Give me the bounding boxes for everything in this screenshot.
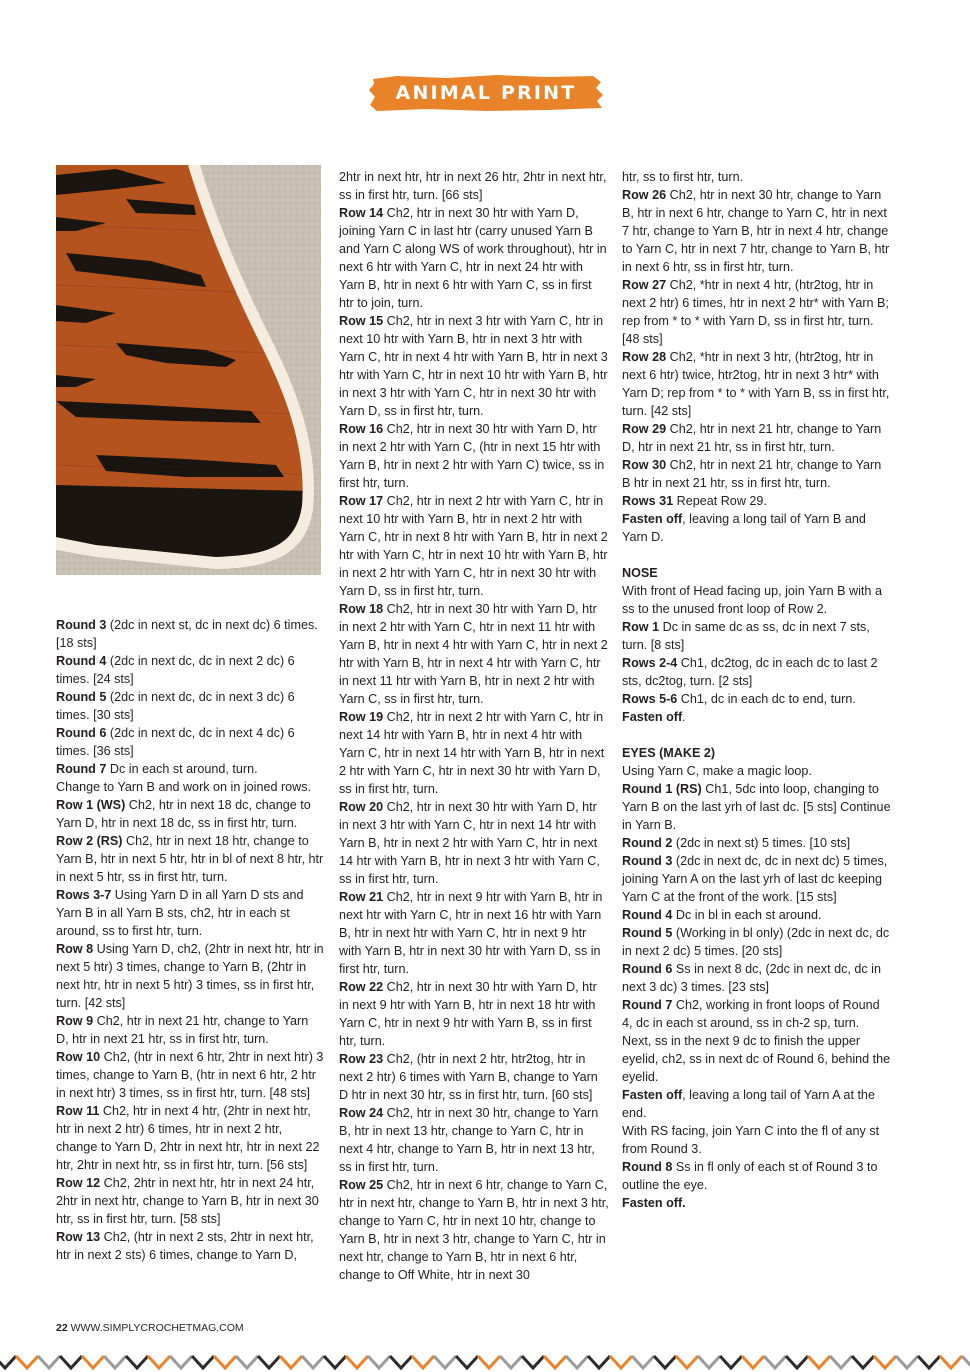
zigzag-segment xyxy=(258,1356,280,1368)
step-label: Rows 3-7 xyxy=(56,888,112,902)
instruction-line xyxy=(622,1086,892,1122)
zigzag-segment xyxy=(280,1356,302,1368)
pattern-column-1 xyxy=(56,616,324,1264)
zigzag-segment xyxy=(852,1356,874,1368)
step-label: Round 2 xyxy=(622,836,673,850)
step-text: Ch2, htr in next 2 htr with Yarn C, htr in next 14 htr with Yarn B, htr in next 4 htr with Yarn C, htr in next 14 htr with Yarn B, htr in next 2 htr with Yarn C, htr in next 30 htr with Yarn D, ss in first htr, turn. xyxy=(339,710,605,796)
step-label: Row 14 xyxy=(339,206,384,220)
instruction-line xyxy=(339,492,609,600)
step-text: Ch2, htr in next 2 htr with Yarn C, htr in next 10 htr with Yarn B, htr in next 2 htr with Yarn C, htr in next 8 htr with Yarn B, htr in next 2 htr with Yarn C, htr in next 10 htr with Yarn B, htr in next 2 htr with Yarn C, htr in next 30 htr with Yarn D, ss in first htr, turn. xyxy=(339,494,608,598)
step-label: Row 19 xyxy=(339,710,384,724)
instruction-line xyxy=(622,186,892,276)
zigzag-segment xyxy=(764,1356,786,1368)
step-text: (Working in bl only) (2dc in next dc, dc in next 2 dc) 5 times. [20 sts] xyxy=(622,926,890,958)
step-text: Ch2, htr in next 30 htr, change to Yarn B, htr in next 6 htr, change to Yarn C, htr in next 7 htr, change to Yarn B, htr in next 4 htr, change to Yarn C, htr in next 7 htr, change to Yarn B, htr in next 6 htr, ss in first htr, turn. xyxy=(622,188,890,274)
step-text: Ss in next 8 dc, (2dc in next dc, dc in next 3 dc) 3 times. [23 sts] xyxy=(622,962,881,994)
zigzag-segment xyxy=(610,1356,632,1368)
instruction-line xyxy=(339,1176,609,1284)
zigzag-segment xyxy=(786,1356,808,1368)
step-label: Round 4 xyxy=(622,908,673,922)
step-text: Ch2, htr in next 21 htr, change to Yarn D, htr in next 21 htr, ss in first htr, turn. xyxy=(56,1014,309,1046)
step-text: . xyxy=(682,710,686,724)
step-label: Round 8 xyxy=(622,1160,673,1174)
instruction-line xyxy=(622,690,892,708)
zigzag-segment xyxy=(874,1356,896,1368)
instruction-line xyxy=(339,1104,609,1176)
spacer xyxy=(622,726,892,744)
step-label: Row 18 xyxy=(339,602,384,616)
step-label: Row 8 xyxy=(56,942,94,956)
section-heading: NOSE xyxy=(622,566,658,580)
instruction-line xyxy=(56,886,324,940)
section-banner xyxy=(367,73,605,144)
step-text: Ch2, 2htr in next htr, htr in next 24 htr, 2htr in next htr, change to Yarn B, htr in next 30 htr, ss in first htr, turn. [58 sts] xyxy=(56,1176,319,1226)
step-label: Fasten off xyxy=(622,1088,683,1102)
instruction-line xyxy=(622,834,892,852)
step-label: Row 23 xyxy=(339,1052,384,1066)
zigzag-segment xyxy=(170,1356,192,1368)
zigzag-segment xyxy=(544,1356,566,1368)
section-heading: EYES (MAKE 2) xyxy=(622,746,716,760)
step-label: Round 6 xyxy=(622,962,673,976)
zigzag-segment xyxy=(654,1356,676,1368)
instruction-line xyxy=(622,762,892,780)
step-text: With RS facing, join Yarn C into the fl of any st from Round 3. xyxy=(622,1124,880,1156)
instruction-line xyxy=(622,1158,892,1194)
page-number: 22 xyxy=(56,1322,68,1334)
instruction-line xyxy=(339,978,609,1050)
step-label: Row 26 xyxy=(622,188,667,202)
step-text: Ch2, htr in next 18 dc, change to Yarn D, htr in next 18 dc, ss in first htr, turn. xyxy=(56,798,311,830)
zigzag-segment xyxy=(720,1356,742,1368)
step-label: Row 13 xyxy=(56,1230,101,1244)
section-title: ANIMAL PRINT IDEAS xyxy=(395,82,577,144)
step-text: Ch2, htr in next 21 htr, change to Yarn D, htr in next 21 htr, ss in first htr, turn. xyxy=(622,422,882,454)
step-text: , leaving a long tail of Yarn B and Yarn D. xyxy=(622,512,866,544)
step-label: Row 22 xyxy=(339,980,384,994)
zigzag-segment xyxy=(940,1356,962,1368)
step-text: Ch2, htr in next 21 htr, change to Yarn B htr in next 21 htr, ss in first htr, turn. xyxy=(622,458,882,490)
zigzag-segment xyxy=(830,1356,852,1368)
instruction-line xyxy=(56,1228,324,1264)
step-text: Dc in same dc as ss, dc in next 7 sts, turn. [8 sts] xyxy=(622,620,870,652)
instruction-line xyxy=(622,1122,892,1158)
step-text: Ch2, htr in next 18 htr, change to Yarn B, htr in next 5 htr, htr in bl of next 8 htr, htr in next 5 htr, ss in first htr, turn. xyxy=(56,834,324,884)
step-text: (2dc in next dc, dc in next dc) 5 times, joining Yarn A on the last yrh of last dc keeping Yarn C at the front of the work. [15 sts] xyxy=(622,854,888,904)
zigzag-segment xyxy=(126,1356,148,1368)
instruction-line xyxy=(339,600,609,708)
step-text: (2dc in next st) 5 times. [10 sts] xyxy=(672,836,851,850)
zigzag-segment xyxy=(676,1356,698,1368)
step-label: Fasten off xyxy=(622,512,683,526)
step-text: Ch1, dc2tog, dc in each dc to last 2 sts, dc2tog, turn. [2 sts] xyxy=(622,656,878,688)
step-text: Ch1, 5dc into loop, changing to Yarn B on the last yrh of last dc. [5 sts] Continue in Yarn B. xyxy=(622,782,891,832)
zigzag-border xyxy=(0,1352,970,1372)
pattern-column-2 xyxy=(339,168,609,1284)
zigzag-segment xyxy=(478,1356,500,1368)
zigzag-segment xyxy=(104,1356,126,1368)
step-label: Row 21 xyxy=(339,890,384,904)
step-label: Round 3 xyxy=(56,618,107,632)
step-label: Round 4 xyxy=(56,654,107,668)
step-text: Using Yarn D in all Yarn D sts and Yarn B in all Yarn B sts, ch2, htr in each st around, ss to first htr, turn. xyxy=(56,888,304,938)
zigzag-segment xyxy=(148,1356,170,1368)
instruction-line xyxy=(622,276,892,348)
zigzag-segment xyxy=(302,1356,324,1368)
instruction-line xyxy=(339,420,609,492)
zigzag-segment xyxy=(456,1356,478,1368)
step-text: Ch2, *htr in next 3 htr, (htr2tog, htr in next 6 htr) twice, htr2tog, htr in next 3 htr* with Yarn D; rep from * to * with Yarn B, ss in first htr, turn. [42 sts] xyxy=(622,350,890,418)
step-label: Row 12 xyxy=(56,1176,101,1190)
step-text: Ch2, htr in next 6 htr, change to Yarn C, htr in next htr, change to Yarn B, htr in next 3 htr, change to Yarn C, htr in next 10 htr, change to Yarn B, htr in next 3 htr, change to Yarn C, htr in next htr, change to Yarn B, htr in next 6 htr, change to Off White, htr in next 30 xyxy=(339,1178,609,1282)
instruction-line xyxy=(622,654,892,690)
instruction-line xyxy=(56,760,324,778)
step-label: Row 20 xyxy=(339,800,384,814)
zigzag-segment xyxy=(566,1356,588,1368)
step-label: Row 10 xyxy=(56,1050,101,1064)
step-label: Row 28 xyxy=(622,350,667,364)
step-text: Ch2, working in front loops of Round 4, dc in each st around, ss in ch-2 sp, turn. xyxy=(622,998,880,1030)
step-text: Change to Yarn B and work on in joined rows. xyxy=(56,780,312,794)
step-label: Rows 2-4 xyxy=(622,656,678,670)
instruction-line xyxy=(622,168,892,186)
step-text: Ch2, htr in next 30 htr with Yarn D, htr in next 9 htr with Yarn B, htr in next 18 htr with Yarn C, htr in next 9 htr with Yarn B, ss in first htr, turn. xyxy=(339,980,597,1048)
zigzag-segment xyxy=(588,1356,610,1368)
step-text: Ch2, htr in next 30 htr, change to Yarn B, htr in next 13 htr, change to Yarn C, htr in next 4 htr, change to Yarn B, htr in next 13 htr, ss in first htr, turn. xyxy=(339,1106,599,1174)
zigzag-segment xyxy=(962,1356,970,1368)
zigzag-segment xyxy=(918,1356,940,1368)
tiger-tail-photo xyxy=(56,165,321,575)
zigzag-segment xyxy=(16,1356,38,1368)
step-text: With front of Head facing up, join Yarn B with a ss to the unused front loop of Row 2. xyxy=(622,584,882,616)
zigzag-segment xyxy=(434,1356,456,1368)
step-label: Round 6 xyxy=(56,726,107,740)
step-label: Row 9 xyxy=(56,1014,94,1028)
zigzag-segment xyxy=(742,1356,764,1368)
step-label: Row 17 xyxy=(339,494,384,508)
spacer xyxy=(622,546,892,564)
step-text: Ch2, htr in next 30 htr with Yarn D, joining Yarn C in last htr (carry unused Yarn B and Yarn C along WS of work throughout), htr in next 6 htr with Yarn C, htr in next 24 htr with Yarn B, htr in next 6 htr with Yarn C, ss in first htr to join, turn. xyxy=(339,206,607,310)
instruction-line xyxy=(622,960,892,996)
step-label: Row 1 xyxy=(622,620,660,634)
instruction-line xyxy=(339,708,609,798)
step-text: htr, ss to first htr, turn. xyxy=(622,170,744,184)
instruction-line xyxy=(339,798,609,888)
step-text: (2dc in next dc, dc in next 4 dc) 6 times. [36 sts] xyxy=(56,726,295,758)
step-text: Ch2, (htr in next 2 sts, 2htr in next htr, htr in next 2 sts) 6 times, change to Yarn D, xyxy=(56,1230,314,1262)
step-text: Ch2, htr in next 3 htr with Yarn C, htr in next 10 htr with Yarn B, htr in next 3 htr with Yarn C, htr in next 4 htr with Yarn B, htr in next 3 htr with Yarn C, htr in next 10 htr with Yarn B, htr in next 3 htr with Yarn C, htr in next 30 htr with Yarn D, ss in first htr, turn. xyxy=(339,314,608,418)
instruction-line xyxy=(56,940,324,1012)
instruction-line xyxy=(56,1048,324,1102)
step-label: Round 5 xyxy=(622,926,673,940)
step-text: Using Yarn D, ch2, (2htr in next htr, htr in next 5 htr) 3 times, change to Yarn B, (2htr in next htr, htr in next 5 htr) 3 times, ss in first htr, turn. [42 sts] xyxy=(56,942,324,1010)
magazine-url: WWW.SIMPLYCROCHETMAG.COM xyxy=(70,1322,244,1334)
instruction-line xyxy=(56,778,324,796)
zigzag-segment xyxy=(522,1356,544,1368)
step-label: Row 29 xyxy=(622,422,667,436)
step-text: Ch2, htr in next 30 htr with Yarn D, htr in next 2 htr with Yarn C, htr in next 11 htr with Yarn B, htr in next 4 htr with Yarn C, htr in next 2 htr with Yarn B, htr in next 4 htr with Yarn C, htr in next 11 htr with Yarn B, htr in next 2 htr with Yarn C, ss in first htr, turn. xyxy=(339,602,608,706)
step-text: Ch2, htr in next 4 htr, (2htr in next htr, htr in next 2 htr) 6 times, htr in next 2 htr, change to Yarn D, 2htr in next htr, htr in next 22 htr, 2htr in next htr, ss in first htr, turn. [56 sts] xyxy=(56,1104,320,1172)
instruction-line xyxy=(622,420,892,456)
zigzag-segment xyxy=(390,1356,412,1368)
zigzag-segment xyxy=(896,1356,918,1368)
step-text: Ch2, htr in next 30 htr with Yarn D, htr in next 3 htr with Yarn C, htr in next 14 htr with Yarn B, htr in next 2 htr with Yarn C, htr in next 14 htr with Yarn B, htr in next 3 htr with Yarn C, ss in first htr, turn. xyxy=(339,800,600,886)
instruction-line xyxy=(56,688,324,724)
step-label: Row 15 xyxy=(339,314,384,328)
step-text: (2dc in next dc, dc in next 3 dc) 6 times. [30 sts] xyxy=(56,690,295,722)
step-label: Round 1 (RS) xyxy=(622,782,702,796)
step-label: Fasten off xyxy=(622,710,683,724)
instruction-line xyxy=(56,832,324,886)
instruction-line xyxy=(622,618,892,654)
instruction-line xyxy=(56,1012,324,1048)
instruction-line xyxy=(56,1102,324,1174)
zigzag-segment xyxy=(808,1356,830,1368)
instruction-line xyxy=(56,796,324,832)
instruction-line xyxy=(622,852,892,906)
step-text: Dc in each st around, turn. xyxy=(106,762,258,776)
zigzag-segment xyxy=(82,1356,104,1368)
zigzag-segment xyxy=(698,1356,720,1368)
step-text: Dc in bl in each st around. xyxy=(672,908,822,922)
step-text: Ch2, (htr in next 6 htr, 2htr in next htr) 3 times, change to Yarn B, (htr in next 6 htr, 2 htr in next htr) 3 times, ss in first htr, turn. [48 sts] xyxy=(56,1050,324,1100)
zigzag-segment xyxy=(0,1356,16,1368)
instruction-line xyxy=(622,924,892,960)
step-text: Ch1, dc in each dc to end, turn. xyxy=(677,692,856,706)
instruction-line xyxy=(622,348,892,420)
instruction-line xyxy=(56,616,324,652)
instruction-line xyxy=(622,780,892,834)
step-label: Row 1 (WS) xyxy=(56,798,126,812)
step-label: Row 25 xyxy=(339,1178,384,1192)
zigzag-segment xyxy=(632,1356,654,1368)
step-text: (2dc in next dc, dc in next 2 dc) 6 times. [24 sts] xyxy=(56,654,295,686)
zigzag-segment xyxy=(38,1356,60,1368)
zigzag-segment xyxy=(324,1356,346,1368)
step-label: Round 7 xyxy=(622,998,673,1012)
step-label: Rows 5-6 xyxy=(622,692,678,706)
instruction-line xyxy=(622,906,892,924)
step-label: Row 11 xyxy=(56,1104,100,1118)
step-label: Row 27 xyxy=(622,278,667,292)
zigzag-segment xyxy=(500,1356,522,1368)
step-label: Fasten off. xyxy=(622,1196,686,1210)
instruction-line xyxy=(622,996,892,1032)
zigzag-segment xyxy=(368,1356,390,1368)
instruction-line xyxy=(622,708,892,726)
step-text: Repeat Row 29. xyxy=(673,494,767,508)
step-text: Ss in fl only of each st of Round 3 to outline the eye. xyxy=(622,1160,878,1192)
step-label: Row 2 (RS) xyxy=(56,834,123,848)
zigzag-segment xyxy=(412,1356,434,1368)
step-label: Round 5 xyxy=(56,690,107,704)
step-text: Ch2, htr in next 30 htr with Yarn D, htr in next 2 htr with Yarn C, (htr in next 15 htr with Yarn B, htr in next 2 htr with Yarn C) twice, ss in first htr, turn. xyxy=(339,422,605,490)
instruction-line xyxy=(56,724,324,760)
instruction-line xyxy=(339,888,609,978)
instruction-line xyxy=(622,492,892,510)
step-label: Row 16 xyxy=(339,422,384,436)
step-label: Round 7 xyxy=(56,762,107,776)
zigzag-segment xyxy=(214,1356,236,1368)
instruction-line xyxy=(339,168,609,204)
page-footer xyxy=(56,1322,244,1334)
step-text: Ch2, htr in next 9 htr with Yarn B, htr in next htr with Yarn C, htr in next 16 htr with Yarn B, htr in next htr with Yarn C, htr in next 9 htr with Yarn B, htr in next 30 htr with Yarn D, ss in first htr, turn. xyxy=(339,890,603,976)
step-label: Rows 31 xyxy=(622,494,674,508)
instruction-line xyxy=(56,1174,324,1228)
step-text: Ch2, (htr in next 2 htr, htr2tog, htr in next 2 htr) 6 times with Yarn B, change to Yarn D htr in next 30 htr, ss in first htr, turn. [60 sts] xyxy=(339,1052,598,1102)
instruction-line xyxy=(339,1050,609,1104)
pattern-column-3 xyxy=(622,168,892,1212)
instruction-line xyxy=(622,1032,892,1086)
instruction-line xyxy=(622,510,892,546)
instruction-line xyxy=(622,1194,892,1212)
instruction-line xyxy=(622,456,892,492)
step-text: 2htr in next htr, htr in next 26 htr, 2htr in next htr, ss in first htr, turn. [66 sts] xyxy=(339,170,607,202)
zigzag-segment xyxy=(192,1356,214,1368)
instruction-line xyxy=(56,652,324,688)
step-label: Row 24 xyxy=(339,1106,384,1120)
step-text: Ch2, *htr in next 4 htr, (htr2tog, htr in next 2 htr) 6 times, htr in next 2 htr* with Yarn B; rep from * to * with Yarn D, ss in first htr, turn. [48 sts] xyxy=(622,278,889,346)
zigzag-segment xyxy=(346,1356,368,1368)
step-label: Row 30 xyxy=(622,458,667,472)
step-text: Using Yarn C, make a magic loop. xyxy=(622,764,812,778)
step-text: (2dc in next st, dc in next dc) 6 times. [18 sts] xyxy=(56,618,318,650)
step-label: Round 3 xyxy=(622,854,673,868)
step-text: Next, ss in the next 9 dc to finish the upper eyelid, ch2, ss in next dc of Round 6, behind the eyelid. xyxy=(622,1034,891,1084)
instruction-line xyxy=(622,582,892,618)
instruction-line xyxy=(339,204,609,312)
zigzag-segment xyxy=(60,1356,82,1368)
instruction-line xyxy=(339,312,609,420)
step-text: , leaving a long tail of Yarn A at the end. xyxy=(622,1088,875,1120)
zigzag-segment xyxy=(236,1356,258,1368)
